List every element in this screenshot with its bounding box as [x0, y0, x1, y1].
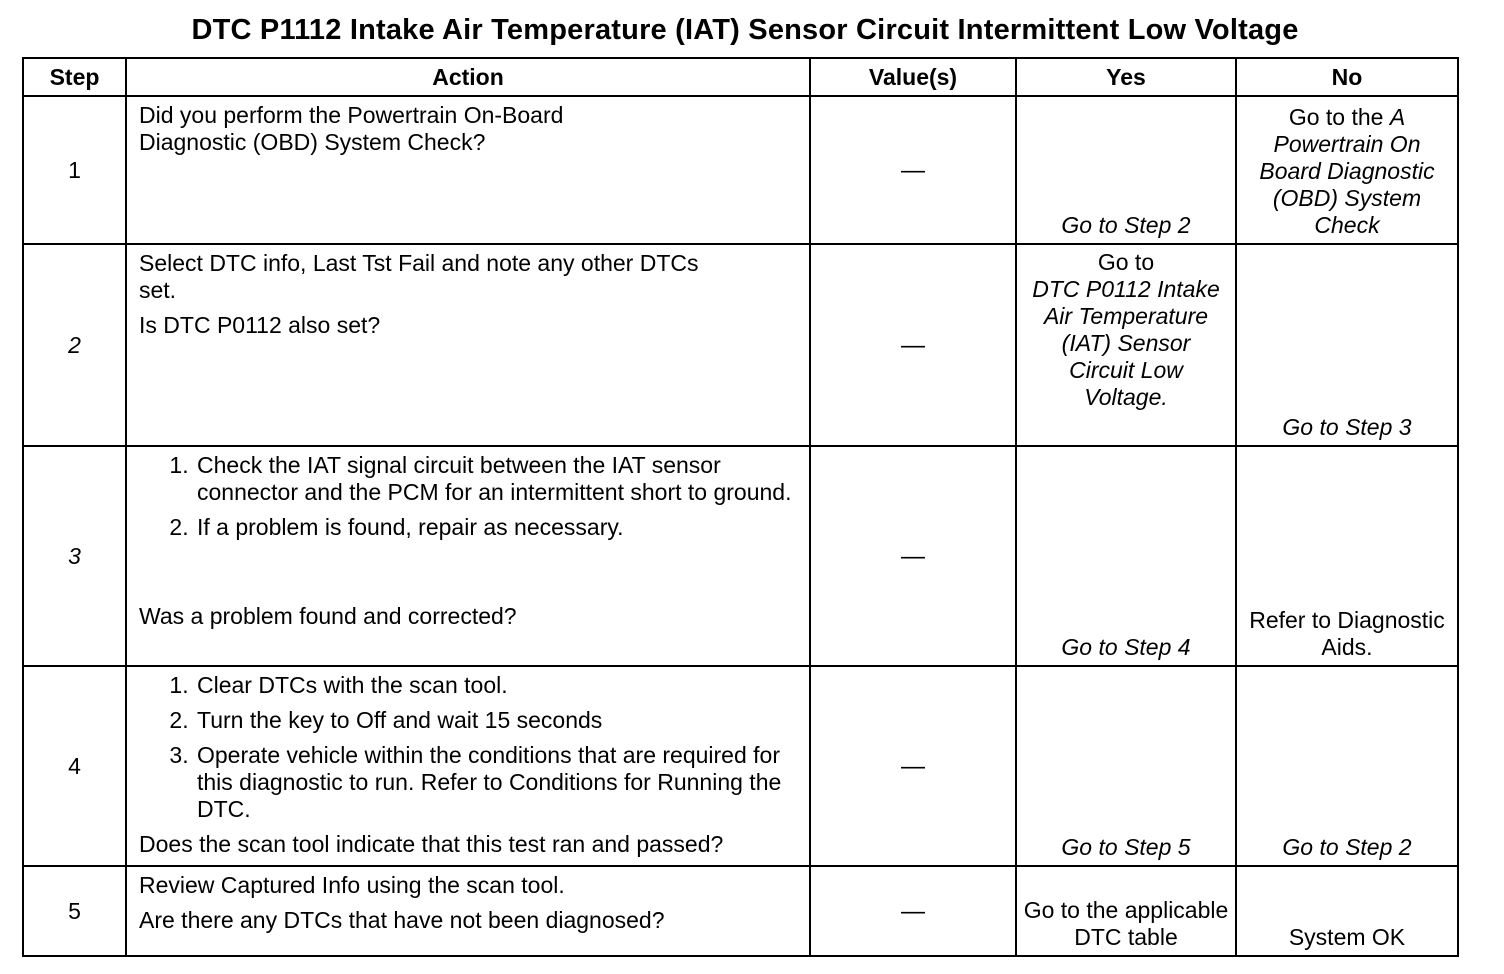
yes-cell — [1016, 666, 1236, 866]
value-cell — [810, 866, 1016, 956]
no-cell — [1236, 244, 1458, 446]
step-number: 4 — [23, 666, 126, 866]
action-step-item: 2. Turn the key to Off and wait 15 seconds — [195, 707, 799, 734]
step-number: 2 — [23, 244, 126, 446]
no-action: System OK — [1288, 924, 1406, 950]
no-action: Go to Step 3 — [1282, 414, 1412, 440]
header-values: Value(s) — [810, 58, 1016, 96]
no-reference: A Powertrain On Board Diagnostic (OBD) System Check — [1259, 104, 1435, 238]
action-steps-list — [139, 452, 799, 541]
value-cell — [810, 666, 1016, 866]
action-question: Was a problem found and corrected? — [139, 603, 517, 629]
action-cell — [126, 666, 810, 866]
value-dash: — — [901, 542, 925, 570]
action-step-item: 2. If a problem is found, repair as necessary. — [195, 514, 799, 541]
yes-reference: DTC P0112 Intake Air Temperature (IAT) Sensor Circuit Low Voltage. — [1032, 276, 1220, 410]
value-dash: — — [901, 752, 925, 780]
no-cell — [1236, 666, 1458, 866]
value-dash: — — [901, 156, 925, 184]
action-question: Does the scan tool indicate that this test ran and passed? — [139, 831, 724, 857]
table-row — [23, 666, 1458, 866]
yes-prefix: Go to — [1097, 249, 1155, 275]
step-number: 1 — [23, 96, 126, 244]
table-header-row — [23, 58, 1458, 96]
step-number: 3 — [23, 446, 126, 666]
action-step-item: 1. Check the IAT signal circuit between the IAT sensor connector and the PCM for an intermittent short to ground. — [195, 452, 799, 506]
table-row — [23, 96, 1458, 244]
action-step-item: 1. Clear DTCs with the scan tool. — [195, 672, 799, 699]
header-no: No — [1236, 58, 1458, 96]
yes-cell — [1016, 446, 1236, 666]
table-row — [23, 244, 1458, 446]
yes-action: Go to Step 2 — [1061, 212, 1191, 238]
yes-action: Go to Step 5 — [1061, 834, 1191, 860]
action-cell — [126, 244, 810, 446]
header-action: Action — [126, 58, 810, 96]
table-row — [23, 866, 1458, 956]
action-text: Select DTC info, Last Tst Fail and note any other DTCs set. — [139, 250, 699, 303]
action-text: Review Captured Info using the scan tool. — [139, 872, 565, 898]
value-cell — [810, 244, 1016, 446]
table-row — [23, 446, 1458, 666]
yes-action: Go to the applicable DTC table — [1023, 897, 1229, 950]
value-dash: — — [901, 331, 925, 359]
action-cell — [126, 446, 810, 666]
value-cell — [810, 96, 1016, 244]
action-cell — [126, 866, 810, 956]
action-cell — [126, 96, 810, 244]
header-step: Step — [23, 58, 126, 96]
header-yes: Yes — [1016, 58, 1236, 96]
no-cell — [1236, 96, 1458, 244]
action-text: Did you perform the Powertrain On-Board Diagnostic (OBD) System Check? — [139, 102, 564, 155]
no-action: Refer to Diagnostic Aids. — [1249, 607, 1445, 660]
yes-cell — [1016, 866, 1236, 956]
value-dash: — — [901, 897, 925, 925]
action-steps-list — [139, 672, 799, 823]
no-cell — [1236, 446, 1458, 666]
no-action: Go to Step 2 — [1282, 834, 1412, 860]
action-question: Is DTC P0112 also set? — [139, 312, 381, 338]
page-title: DTC P1112 Intake Air Temperature (IAT) Sensor Circuit Intermittent Low Voltage — [191, 14, 1299, 46]
yes-cell — [1016, 244, 1236, 446]
no-prefix: Go to the — [1288, 104, 1384, 130]
step-number: 5 — [23, 866, 126, 956]
diagnostic-table — [22, 57, 1459, 957]
yes-action: Go to Step 4 — [1061, 634, 1191, 660]
action-question: Are there any DTCs that have not been diagnosed? — [139, 907, 665, 933]
action-step-item: 3. Operate vehicle within the conditions that are required for this diagnostic to run. Refer to Conditions for Running the DTC. — [195, 742, 799, 823]
value-cell — [810, 446, 1016, 666]
no-cell — [1236, 866, 1458, 956]
yes-cell — [1016, 96, 1236, 244]
